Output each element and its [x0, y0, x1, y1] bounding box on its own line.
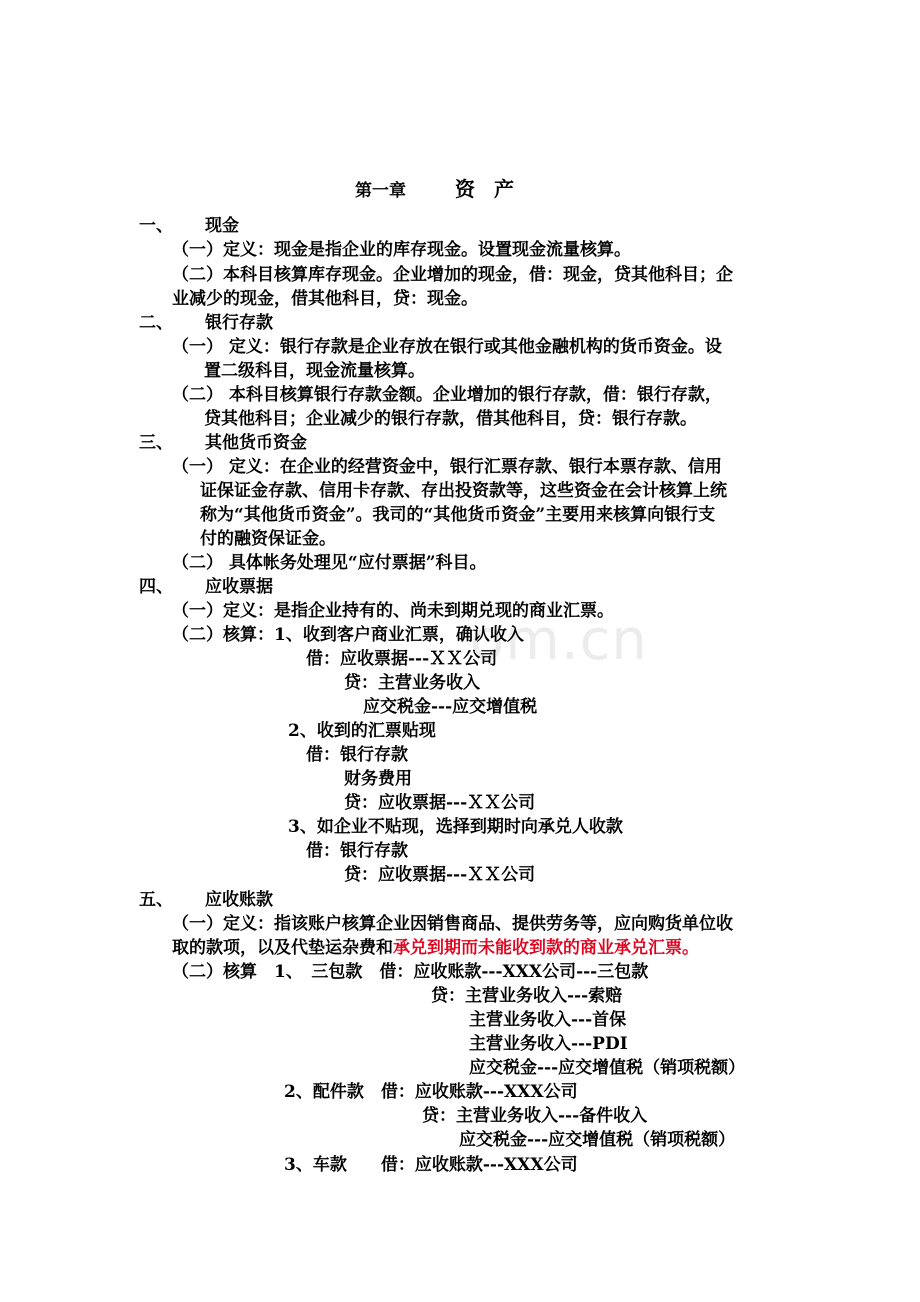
journal-entry: 主营业务收入---首保	[469, 1010, 627, 1030]
paragraph-line: （一） 定义：银行存款是企业存放在银行或其他金融机构的货币资金。设	[172, 337, 722, 357]
journal-entry: 应交税金---应交增值税	[363, 697, 538, 717]
paragraph-line: （一） 定义：在企业的经营资金中，银行汇票存款、银行本票存款、信用	[172, 457, 722, 477]
paragraph-line: 置二级科目，现金流量核算。	[204, 361, 425, 381]
subheading: 2、收到的汇票贴现	[288, 721, 436, 741]
section-heading: 银行存款	[205, 313, 273, 333]
journal-entry: 贷：主营业务收入---索赔	[431, 986, 623, 1006]
section-heading: 现金	[205, 216, 239, 236]
highlighted-text: 承兑到期而未能收到款的商业承兑汇票。	[393, 938, 699, 958]
journal-entry: 贷：应收票据---ＸＸ公司	[344, 865, 536, 885]
paragraph-line: 证保证金存款、信用卡存款、存出投资款等，这些资金在会计核算上统	[200, 481, 727, 501]
paragraph-line: （二）核算：1、收到客户商业汇票，确认收入	[172, 625, 524, 645]
section-heading: 应收票据	[205, 577, 273, 597]
journal-entry: 应交税金---应交增值税（销项税额）	[469, 1058, 746, 1078]
paragraph-line: （二） 具体帐务处理见“应付票据”科目。	[172, 553, 487, 573]
journal-entry: 主营业务收入---PDI	[469, 1034, 628, 1054]
paragraph-text: 取的款项，以及代垫运杂费和	[172, 938, 393, 958]
section-number: 五、	[139, 890, 173, 910]
journal-entry: 贷：应收票据---ＸＸ公司	[344, 793, 536, 813]
paragraph-line: （一）定义：现金是指企业的库存现金。设置现金流量核算。	[172, 240, 631, 260]
journal-entry: 借：银行存款	[306, 841, 408, 861]
section-heading: 应收账款	[205, 890, 273, 910]
watermark: om.cn	[470, 608, 648, 673]
paragraph-line: 付的融资保证金。	[200, 529, 336, 549]
subheading: 2、配件款 借：应收账款---XXX公司	[284, 1082, 578, 1102]
paragraph-line: （二）本科目核算库存现金。企业增加的现金，借：现金，贷其他科目；企	[172, 265, 733, 285]
paragraph-line: （一）定义：指该账户核算企业因销售商品、提供劳务等，应向购货单位收	[172, 914, 733, 934]
journal-entry: 财务费用	[344, 769, 412, 789]
journal-entry: 应交税金---应交增值税（销项税额）	[459, 1130, 736, 1150]
subheading: 3、如企业不贴现，选择到期时向承兑人收款	[288, 817, 623, 837]
paragraph-line: （一）定义：是指企业持有的、尚未到期兑现的商业汇票。	[172, 601, 614, 621]
chapter-label: 第一章	[355, 181, 406, 201]
subheading: 3、车款 借：应收账款---XXX公司	[284, 1155, 578, 1175]
section-number: 四、	[139, 577, 173, 597]
section-number: 三、	[139, 433, 173, 453]
chapter-title: 资 产	[455, 177, 520, 201]
journal-entry: 借：应收票据---ＸＸ公司	[306, 649, 498, 669]
paragraph-line: （二） 本科目核算银行存款金额。企业增加的银行存款，借：银行存款，	[172, 385, 722, 405]
journal-entry: 借：银行存款	[306, 745, 408, 765]
paragraph-line: 称为“其他货币资金”。我司的“其他货币资金”主要用来核算向银行支	[200, 505, 716, 525]
paragraph-line: 业减少的现金，借其他科目，贷：现金。	[172, 289, 478, 309]
section-number: 一、	[139, 216, 173, 236]
section-number: 二、	[139, 313, 173, 333]
paragraph-line: （二）核算 1、 三包款 借：应收账款---XXX公司---三包款	[172, 962, 649, 982]
section-heading: 其他货币资金	[205, 433, 307, 453]
paragraph-line	[172, 936, 699, 960]
paragraph-line: 贷其他科目；企业减少的银行存款，借其他科目，贷：银行存款。	[204, 409, 697, 429]
journal-entry: 贷：主营业务收入	[344, 673, 480, 693]
journal-entry: 贷：主营业务收入---备件收入	[422, 1106, 648, 1126]
